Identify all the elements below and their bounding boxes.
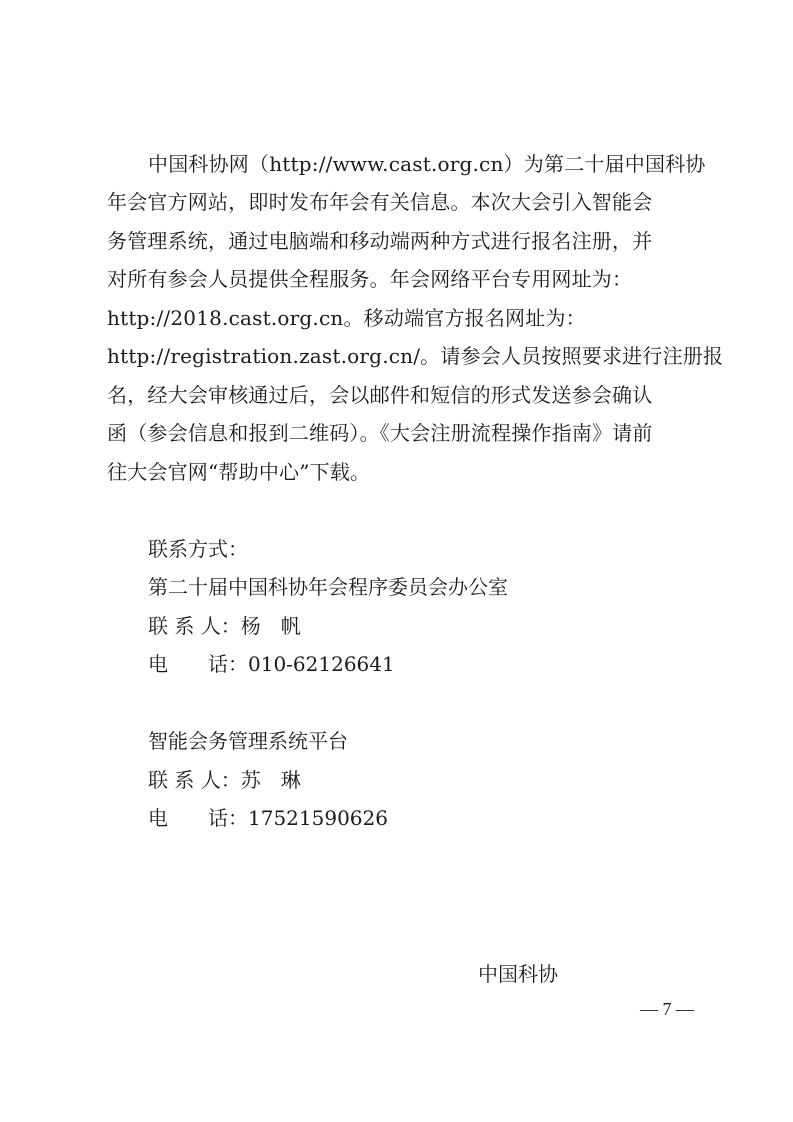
contact-heading: 联系方式： [148,537,248,561]
body-line: http://2018.cast.org.cn。移动端官方报名网址为： [107,306,586,330]
body-line: http://registration.zast.org.cn/。请参会人员按照要求进行注册报 [107,344,724,368]
body-line: 函（参会信息和报到二维码）。《大会注册流程操作指南》请前 [107,421,653,445]
page-number: — 7 — [640,999,694,1019]
platform-name: 智能会务管理系统平台 [148,729,348,753]
body-line: 中国科协网（http://www.cast.org.cn）为第二十届中国科协 [148,152,706,176]
contact-office: 第二十届中国科协年会程序委员会办公室 [148,575,508,599]
body-line: 年会官方网站，即时发布年会有关信息。本次大会引入智能会 [107,190,653,214]
contact-phone: 电 话：010-62126641 [148,652,395,676]
signature: 中国科协 [478,962,558,986]
body-line: 务管理系统，通过电脑端和移动端两种方式进行报名注册，并 [107,229,653,253]
platform-person: 联 系 人：苏 琳 [148,768,301,792]
contact-person: 联 系 人：杨 帆 [148,614,301,638]
body-line: 名，经大会审核通过后，会以邮件和短信的形式发送参会确认 [107,383,653,407]
body-line: 对所有参会人员提供全程服务。年会网络平台专用网址为： [107,267,633,291]
platform-phone: 电 话：17521590626 [148,806,388,830]
body-line: 往大会官网“帮助中心”下载。 [107,460,371,484]
